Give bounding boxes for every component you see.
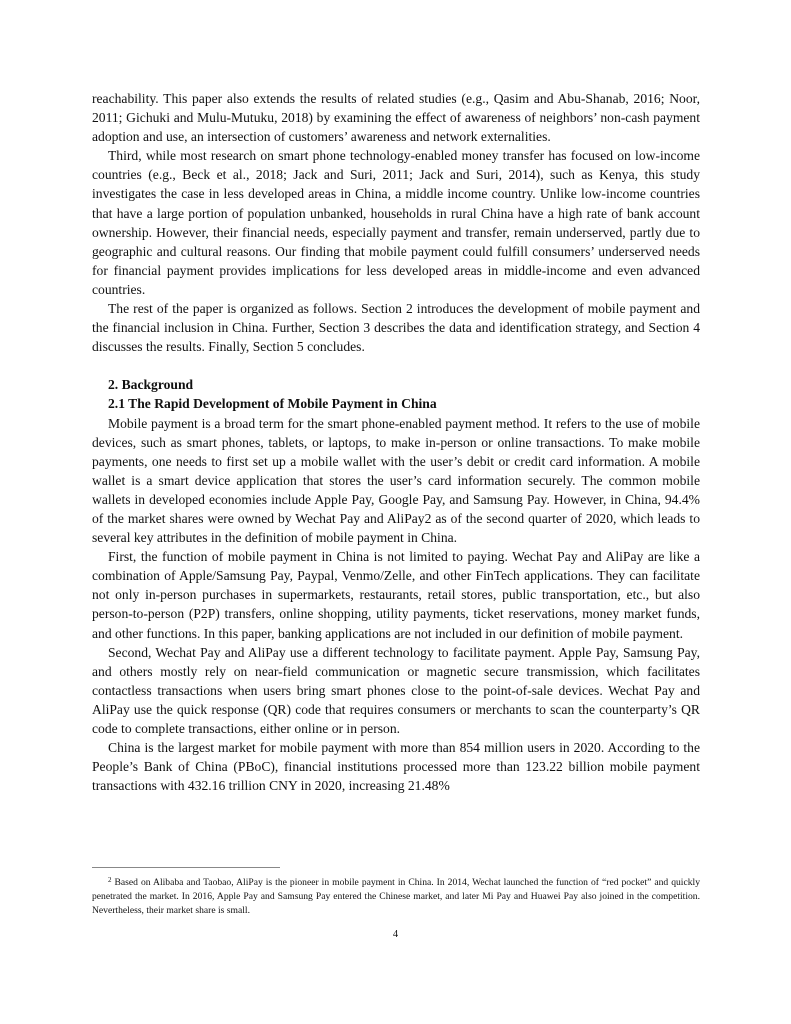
paragraph-paper-organization: The rest of the paper is organized as follows. Section 2 introduces the development of mobile payment and the financial inclusion in China. Further, Section 3 describes the data and identification strategy, and Section 4 discusses the results. Finally, Section 5 concludes. [92,301,700,355]
paragraph-reachability: reachability. This paper also extends the results of related studies (e.g., Qasim and Abu-Shanab, 2016; Noor, 2011; Gichuki and Mulu-Mutuku, 2018) by examining the effect of awareness of neighbors’ non-cash payment adoption and use, an intersection of customers’ awareness and network externalities. [92,91,700,145]
paragraph-third-contribution: Third, while most research on smart phone technology-enabled money transfer has focused on low-income countries (e.g., Beck et al., 2018; Jack and Suri, 2011; Jack and Suri, 2014), such as Kenya, this study investigates the case in less developed areas in China, a middle income country. Unlike low-income countries that have a large portion of population unbanked, households in rural China have a high rate of bank account ownership. However, their financial needs, especially payment and transfer, remain underserved, partly due to geographic and cultural reasons. Our finding that mobile payment could fulfill consumers’ underserved needs for financial payment provides implications for less developed areas in middle-income and even advanced countries. [92,148,700,297]
section-heading-background: 2. Background [108,377,194,393]
paper-page-body [92,89,700,795]
paragraph-second-attribute: Second, Wechat Pay and AliPay use a different technology to facilitate payment. Apple Pay, Samsung Pay, and others mostly rely on near-field communication or magnetic secure transmission, which facilitates contactless transactions when users bring smart phones close to the point-of-sale devices. Wechat Pay and AliPay use the quick response (QR) code that requires consumers or merchants to scan the counterparty’s QR code to complete transactions, either online or in person. [92,644,700,736]
paragraph-mobile-payment-definition: Mobile payment is a broad term for the smart phone-enabled payment method. It refers to the use of mobile devices, such as smart phones, tablets, or laptops, to make in-person or online transactions. To make mobile payments, one needs to first set up a mobile wallet with the user’s debit or credit card information. A mobile wallet is a smart device application that stores the user’s card information securely. The common mobile wallets in developed economies include Apple Pay, Google Pay, and Samsung Pay. However, in China, 94.4% of the market shares were owned by Wechat Pay and AliPay2 as of the second quarter of 2020, which leads to several key attributes in the definition of mobile payment in China. [92,415,700,546]
footnote [92,876,700,919]
footnote-marker: 2 [108,876,112,884]
page-number: 4 [392,929,399,940]
paragraph-first-attribute: First, the function of mobile payment in China is not limited to paying. Wechat Pay and AliPay are like a combination of Apple/Samsung Pay, Paypal, Venmo/Zelle, and other FinTech applications. They can facilitate not only in-person purchases in supermarkets, restaurants, retail stores, public transportation, etc., but also person-to-person (P2P) transfers, online shopping, utility payments, ticket reservations, money market funds, and other functions. In this paper, banking applications are not included in our definition of mobile payment. [92,549,700,641]
footnote-divider [92,867,280,868]
paragraph-china-market: China is the largest market for mobile payment with more than 854 million users in 2020. According to the People’s Bank of China (PBoC), financial institutions processed more than 123.22 billion mobile payment transactions with 432.16 trillion CNY in 2020, increasing 21.48% [92,740,700,794]
section-spacer [92,356,700,375]
subsection-heading-mobile-payment: 2.1 The Rapid Development of Mobile Payment in China [108,396,437,412]
footnote-text: Based on Alibaba and Taobao, AliPay is the pioneer in mobile payment in China. In 2014, Wechat launched the function of “red pocket” and quickly penetrated the market. In 2016, Apple Pay and Samsung Pay entered the Chinese market, and later Mi Pay and Huawei Pay also joined in the competition. Nevertheless, their market share is small. [92,877,700,917]
